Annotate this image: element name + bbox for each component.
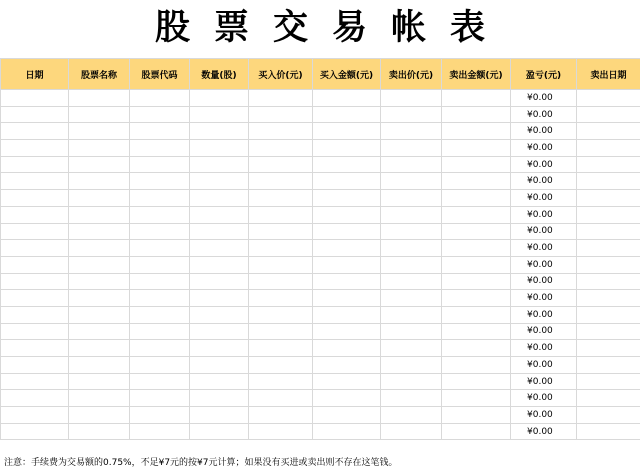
cell-quantity[interactable] <box>190 173 249 190</box>
cell-buy-amount[interactable] <box>313 357 381 374</box>
cell-buy-amount[interactable] <box>313 206 381 223</box>
header-sell-price: 卖出价(元) <box>381 59 442 90</box>
cell-buy-amount[interactable] <box>313 273 381 290</box>
cell-sell-date[interactable] <box>577 106 640 123</box>
cell-profit-loss: ¥0.00 <box>511 306 577 323</box>
cell-sell-amount[interactable] <box>442 140 511 157</box>
cell-date[interactable] <box>1 273 69 290</box>
cell-date[interactable] <box>1 423 69 440</box>
table-row <box>1 156 640 173</box>
table-row <box>1 290 640 307</box>
cell-profit-loss: ¥0.00 <box>511 357 577 374</box>
cell-buy-amount[interactable] <box>313 90 381 107</box>
footnote: 注意：手续费为交易额的0.75%，不足¥7元的按¥7元计算；如果没有买进或卖出则不存在这笔钱。 <box>4 458 398 468</box>
cell-stock-code[interactable] <box>130 123 190 140</box>
cell-buy-amount[interactable] <box>313 407 381 424</box>
cell-stock-name[interactable] <box>69 407 130 424</box>
cell-sell-amount[interactable] <box>442 323 511 340</box>
table-row <box>1 423 640 440</box>
cell-sell-date[interactable] <box>577 123 640 140</box>
cell-stock-name[interactable] <box>69 140 130 157</box>
cell-buy-amount[interactable] <box>313 123 381 140</box>
cell-sell-price[interactable] <box>381 306 442 323</box>
cell-buy-price[interactable] <box>249 306 313 323</box>
cell-date[interactable] <box>1 407 69 424</box>
cell-sell-amount[interactable] <box>442 173 511 190</box>
cell-buy-amount[interactable] <box>313 240 381 257</box>
cell-stock-code[interactable] <box>130 390 190 407</box>
cell-stock-code[interactable] <box>130 173 190 190</box>
cell-buy-amount[interactable] <box>313 290 381 307</box>
table-header-row <box>1 59 640 90</box>
table-row <box>1 240 640 257</box>
cell-quantity[interactable] <box>190 106 249 123</box>
cell-buy-amount[interactable] <box>313 390 381 407</box>
table-row <box>1 223 640 240</box>
cell-sell-date[interactable] <box>577 373 640 390</box>
cell-sell-price[interactable] <box>381 106 442 123</box>
cell-sell-price[interactable] <box>381 90 442 107</box>
cell-stock-code[interactable] <box>130 407 190 424</box>
cell-stock-code[interactable] <box>130 273 190 290</box>
cell-buy-amount[interactable] <box>313 323 381 340</box>
cell-sell-date[interactable] <box>577 140 640 157</box>
cell-sell-amount[interactable] <box>442 407 511 424</box>
cell-quantity[interactable] <box>190 256 249 273</box>
cell-sell-date[interactable] <box>577 90 640 107</box>
header-sell-date: 卖出日期 <box>577 59 640 90</box>
cell-stock-code[interactable] <box>130 306 190 323</box>
cell-profit-loss: ¥0.00 <box>511 106 577 123</box>
cell-stock-name[interactable] <box>69 290 130 307</box>
header-stock-name: 股票名称 <box>69 59 130 90</box>
cell-sell-amount[interactable] <box>442 90 511 107</box>
cell-buy-price[interactable] <box>249 256 313 273</box>
cell-date[interactable] <box>1 223 69 240</box>
table-row <box>1 90 640 107</box>
table-row <box>1 407 640 424</box>
cell-buy-amount[interactable] <box>313 306 381 323</box>
cell-profit-loss: ¥0.00 <box>511 190 577 207</box>
cell-sell-price[interactable] <box>381 390 442 407</box>
cell-sell-price[interactable] <box>381 206 442 223</box>
cell-sell-price[interactable] <box>381 423 442 440</box>
cell-date[interactable] <box>1 90 69 107</box>
cell-date[interactable] <box>1 323 69 340</box>
cell-profit-loss: ¥0.00 <box>511 323 577 340</box>
cell-stock-code[interactable] <box>130 423 190 440</box>
cell-sell-price[interactable] <box>381 373 442 390</box>
cell-buy-price[interactable] <box>249 223 313 240</box>
cell-sell-date[interactable] <box>577 340 640 357</box>
cell-date[interactable] <box>1 240 69 257</box>
cell-quantity[interactable] <box>190 423 249 440</box>
cell-profit-loss: ¥0.00 <box>511 256 577 273</box>
cell-buy-price[interactable] <box>249 173 313 190</box>
cell-buy-price[interactable] <box>249 156 313 173</box>
cell-sell-date[interactable] <box>577 407 640 424</box>
table-row <box>1 206 640 223</box>
cell-sell-date[interactable] <box>577 423 640 440</box>
cell-stock-code[interactable] <box>130 290 190 307</box>
cell-buy-price[interactable] <box>249 273 313 290</box>
cell-date[interactable] <box>1 173 69 190</box>
cell-sell-amount[interactable] <box>442 340 511 357</box>
cell-sell-price[interactable] <box>381 223 442 240</box>
cell-stock-code[interactable] <box>130 240 190 257</box>
cell-quantity[interactable] <box>190 306 249 323</box>
cell-date[interactable] <box>1 206 69 223</box>
cell-stock-name[interactable] <box>69 156 130 173</box>
cell-buy-amount[interactable] <box>313 423 381 440</box>
cell-buy-price[interactable] <box>249 190 313 207</box>
cell-stock-code[interactable] <box>130 357 190 374</box>
cell-stock-code[interactable] <box>130 140 190 157</box>
cell-stock-name[interactable] <box>69 273 130 290</box>
cell-quantity[interactable] <box>190 340 249 357</box>
cell-profit-loss: ¥0.00 <box>511 340 577 357</box>
cell-sell-date[interactable] <box>577 240 640 257</box>
cell-date[interactable] <box>1 106 69 123</box>
cell-quantity[interactable] <box>190 323 249 340</box>
table-row <box>1 323 640 340</box>
header-stock-code: 股票代码 <box>130 59 190 90</box>
cell-stock-code[interactable] <box>130 340 190 357</box>
cell-profit-loss: ¥0.00 <box>511 290 577 307</box>
cell-stock-name[interactable] <box>69 256 130 273</box>
cell-sell-price[interactable] <box>381 240 442 257</box>
cell-quantity[interactable] <box>190 206 249 223</box>
page-title: 股票交易帐表 <box>154 8 509 48</box>
cell-sell-amount[interactable] <box>442 123 511 140</box>
cell-profit-loss: ¥0.00 <box>511 173 577 190</box>
cell-buy-amount[interactable] <box>313 223 381 240</box>
cell-sell-price[interactable] <box>381 323 442 340</box>
cell-stock-name[interactable] <box>69 223 130 240</box>
cell-quantity[interactable] <box>190 190 249 207</box>
cell-profit-loss: ¥0.00 <box>511 273 577 290</box>
cell-date[interactable] <box>1 373 69 390</box>
cell-buy-amount[interactable] <box>313 190 381 207</box>
cell-sell-price[interactable] <box>381 190 442 207</box>
cell-sell-price[interactable] <box>381 290 442 307</box>
cell-sell-date[interactable] <box>577 306 640 323</box>
cell-buy-price[interactable] <box>249 123 313 140</box>
cell-stock-name[interactable] <box>69 390 130 407</box>
cell-profit-loss: ¥0.00 <box>511 240 577 257</box>
cell-stock-name[interactable] <box>69 106 130 123</box>
cell-sell-date[interactable] <box>577 190 640 207</box>
header-sell-amount: 卖出金额(元) <box>442 59 511 90</box>
cell-quantity[interactable] <box>190 390 249 407</box>
cell-stock-name[interactable] <box>69 190 130 207</box>
cell-sell-date[interactable] <box>577 290 640 307</box>
cell-stock-code[interactable] <box>130 323 190 340</box>
table-row <box>1 106 640 123</box>
header-buy-amount: 买入金额(元) <box>313 59 381 90</box>
header-buy-price: 买入价(元) <box>249 59 313 90</box>
cell-buy-price[interactable] <box>249 206 313 223</box>
cell-quantity[interactable] <box>190 223 249 240</box>
table-row <box>1 273 640 290</box>
cell-stock-name[interactable] <box>69 373 130 390</box>
cell-sell-amount[interactable] <box>442 223 511 240</box>
cell-buy-price[interactable] <box>249 423 313 440</box>
cell-sell-price[interactable] <box>381 256 442 273</box>
cell-sell-amount[interactable] <box>442 373 511 390</box>
cell-sell-date[interactable] <box>577 390 640 407</box>
table-row <box>1 306 640 323</box>
cell-quantity[interactable] <box>190 240 249 257</box>
cell-buy-price[interactable] <box>249 357 313 374</box>
cell-quantity[interactable] <box>190 90 249 107</box>
cell-sell-date[interactable] <box>577 357 640 374</box>
table-row <box>1 123 640 140</box>
cell-sell-price[interactable] <box>381 340 442 357</box>
cell-buy-price[interactable] <box>249 390 313 407</box>
cell-sell-price[interactable] <box>381 173 442 190</box>
cell-sell-amount[interactable] <box>442 273 511 290</box>
cell-sell-date[interactable] <box>577 273 640 290</box>
cell-buy-price[interactable] <box>249 373 313 390</box>
table-row <box>1 140 640 157</box>
cell-date[interactable] <box>1 156 69 173</box>
cell-sell-amount[interactable] <box>442 423 511 440</box>
table-row <box>1 340 640 357</box>
cell-stock-code[interactable] <box>130 373 190 390</box>
table-body <box>1 90 640 440</box>
cell-profit-loss: ¥0.00 <box>511 423 577 440</box>
cell-sell-date[interactable] <box>577 156 640 173</box>
table-row <box>1 173 640 190</box>
cell-date[interactable] <box>1 123 69 140</box>
cell-stock-code[interactable] <box>130 90 190 107</box>
cell-stock-code[interactable] <box>130 190 190 207</box>
cell-buy-amount[interactable] <box>313 256 381 273</box>
cell-buy-amount[interactable] <box>313 373 381 390</box>
cell-quantity[interactable] <box>190 140 249 157</box>
stock-ledger-table <box>0 58 640 440</box>
cell-date[interactable] <box>1 306 69 323</box>
cell-sell-amount[interactable] <box>442 256 511 273</box>
cell-sell-amount[interactable] <box>442 390 511 407</box>
cell-buy-price[interactable] <box>249 240 313 257</box>
cell-buy-price[interactable] <box>249 323 313 340</box>
cell-date[interactable] <box>1 357 69 374</box>
cell-stock-name[interactable] <box>69 240 130 257</box>
cell-date[interactable] <box>1 190 69 207</box>
cell-sell-date[interactable] <box>577 223 640 240</box>
cell-stock-code[interactable] <box>130 156 190 173</box>
header-date: 日期 <box>1 59 69 90</box>
cell-stock-code[interactable] <box>130 256 190 273</box>
cell-profit-loss: ¥0.00 <box>511 373 577 390</box>
cell-buy-amount[interactable] <box>313 340 381 357</box>
cell-sell-date[interactable] <box>577 173 640 190</box>
table-row <box>1 256 640 273</box>
cell-sell-price[interactable] <box>381 156 442 173</box>
cell-profit-loss: ¥0.00 <box>511 90 577 107</box>
cell-date[interactable] <box>1 290 69 307</box>
cell-buy-price[interactable] <box>249 340 313 357</box>
cell-stock-code[interactable] <box>130 106 190 123</box>
table-row <box>1 390 640 407</box>
cell-sell-date[interactable] <box>577 256 640 273</box>
cell-sell-date[interactable] <box>577 323 640 340</box>
cell-buy-amount[interactable] <box>313 173 381 190</box>
cell-profit-loss: ¥0.00 <box>511 140 577 157</box>
cell-stock-name[interactable] <box>69 206 130 223</box>
header-quantity: 数量(股) <box>190 59 249 90</box>
cell-quantity[interactable] <box>190 357 249 374</box>
cell-date[interactable] <box>1 340 69 357</box>
cell-sell-amount[interactable] <box>442 290 511 307</box>
cell-sell-amount[interactable] <box>442 240 511 257</box>
cell-profit-loss: ¥0.00 <box>511 390 577 407</box>
cell-sell-price[interactable] <box>381 273 442 290</box>
cell-quantity[interactable] <box>190 373 249 390</box>
cell-date[interactable] <box>1 390 69 407</box>
cell-stock-name[interactable] <box>69 423 130 440</box>
cell-stock-code[interactable] <box>130 206 190 223</box>
cell-buy-price[interactable] <box>249 90 313 107</box>
cell-sell-amount[interactable] <box>442 206 511 223</box>
cell-buy-amount[interactable] <box>313 140 381 157</box>
cell-profit-loss: ¥0.00 <box>511 156 577 173</box>
cell-stock-name[interactable] <box>69 306 130 323</box>
cell-profit-loss: ¥0.00 <box>511 206 577 223</box>
cell-stock-name[interactable] <box>69 123 130 140</box>
cell-stock-code[interactable] <box>130 223 190 240</box>
table-row <box>1 190 640 207</box>
cell-date[interactable] <box>1 140 69 157</box>
cell-date[interactable] <box>1 256 69 273</box>
cell-profit-loss: ¥0.00 <box>511 223 577 240</box>
cell-sell-amount[interactable] <box>442 106 511 123</box>
cell-quantity[interactable] <box>190 156 249 173</box>
cell-quantity[interactable] <box>190 123 249 140</box>
cell-profit-loss: ¥0.00 <box>511 123 577 140</box>
header-profit-loss: 盈亏(元) <box>511 59 577 90</box>
cell-sell-price[interactable] <box>381 407 442 424</box>
cell-stock-name[interactable] <box>69 90 130 107</box>
cell-sell-amount[interactable] <box>442 357 511 374</box>
cell-sell-date[interactable] <box>577 206 640 223</box>
cell-sell-price[interactable] <box>381 140 442 157</box>
cell-buy-amount[interactable] <box>313 156 381 173</box>
cell-sell-price[interactable] <box>381 357 442 374</box>
cell-sell-price[interactable] <box>381 123 442 140</box>
cell-sell-amount[interactable] <box>442 306 511 323</box>
cell-quantity[interactable] <box>190 407 249 424</box>
table-row <box>1 373 640 390</box>
cell-stock-name[interactable] <box>69 340 130 357</box>
cell-quantity[interactable] <box>190 290 249 307</box>
cell-quantity[interactable] <box>190 273 249 290</box>
cell-stock-name[interactable] <box>69 323 130 340</box>
cell-profit-loss: ¥0.00 <box>511 407 577 424</box>
cell-buy-price[interactable] <box>249 106 313 123</box>
cell-sell-amount[interactable] <box>442 156 511 173</box>
cell-buy-price[interactable] <box>249 290 313 307</box>
cell-buy-price[interactable] <box>249 407 313 424</box>
table-row <box>1 357 640 374</box>
cell-stock-name[interactable] <box>69 357 130 374</box>
cell-buy-amount[interactable] <box>313 106 381 123</box>
cell-stock-name[interactable] <box>69 173 130 190</box>
cell-buy-price[interactable] <box>249 140 313 157</box>
cell-sell-amount[interactable] <box>442 190 511 207</box>
